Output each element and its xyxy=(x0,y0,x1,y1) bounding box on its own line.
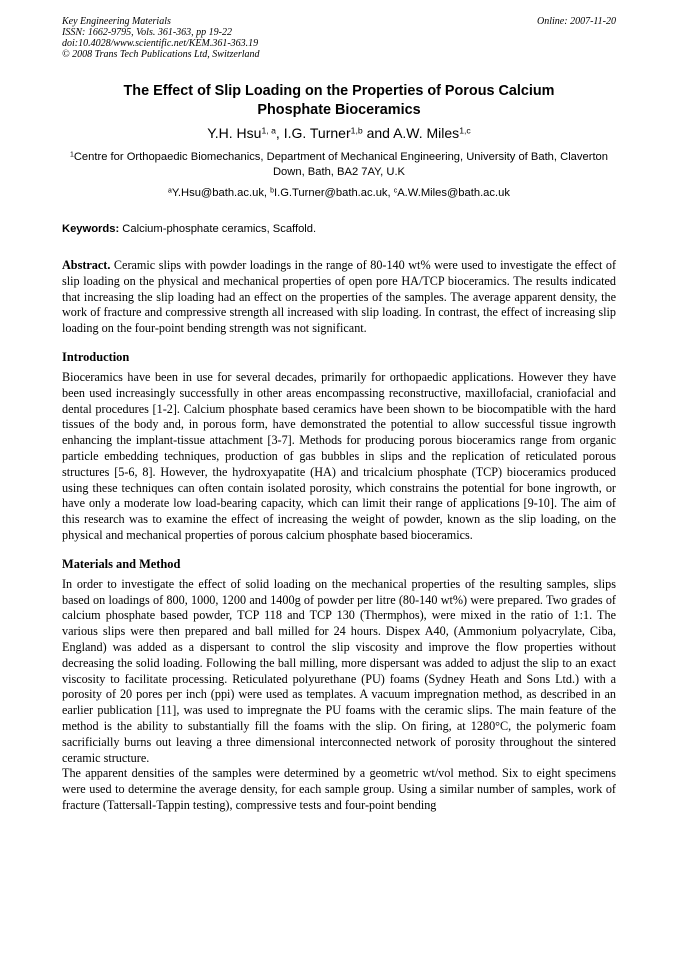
title-line-1: The Effect of Slip Loading on the Properties of Porous Calcium xyxy=(123,83,555,99)
keywords-label: Keywords: xyxy=(62,223,120,235)
journal-name: Key Engineering Materials xyxy=(62,16,171,27)
email-link[interactable]: I.G.Turner@bath.ac.uk, xyxy=(273,187,394,199)
online-date: Online: 2007-11-20 xyxy=(537,16,616,27)
abstract-text: Ceramic slips with powder loadings in the range of 80-140 wt% were used to investigate the effect of slip loading on the physical and mechanical properties of open pore HA/TCP bioceramics. The results indicated that increasing the slip loading had an effect on the properties of the samples. The average apparent density, the work of fracture and compressive strength all increased with slip loading. In contrast, the effect of increasing slip loading on the four-point bending strength was not significant. xyxy=(62,258,616,336)
title-line-2: Phosphate Bioceramics xyxy=(257,102,421,118)
author-emails xyxy=(62,186,616,201)
abstract-label: Abstract. xyxy=(62,258,111,272)
author-affiliation-mark: 1, a xyxy=(261,125,276,136)
materials-paragraph-2: The apparent densities of the samples were determined by a geometric wt/vol method. Six to eight specimens were used to determine the average density, for each sample group. Using a similar number of samples, work of fracture (Tattersall-Tappin testing), compressive tests and four-point bending xyxy=(62,766,616,812)
paper-body xyxy=(62,258,616,814)
introduction-paragraph: Bioceramics have been in use for several decades, primarily for orthopaedic applications. However they have been used increasingly successfully in other areas encompassing reconstructive, maxillofacial, craniofacial and dental procedures [1-2]. Calcium phosphate based ceramics have been shown to be biocompatible with the hard tissues of the body and, in porous form, have demonstrated the potential to allow successful tissue ingrowth enhancing the implant-tissue attachment [3-7]. Methods for producing porous bioceramics range from organic particle embedding techniques, production of gas bubbles in slips and the replication of reticulated porous structures [5-6, 8]. However, the hydroxyapatite (HA) and tricalcium phosphate (TCP) bioceramics produced using these techniques can often contain isolated porosity, which constrains the potential for bone ingrowth, or have only a moderate low load-bearing capacity, which can limit their range of applications [9-10]. The aim of this research was to examine the effect of increasing the weight of powder, known as the slip loading, on the physical and mechanical properties of porous calcium phosphate based bioceramics. xyxy=(62,369,616,542)
paper-title xyxy=(62,82,616,120)
keywords-text: Calcium-phosphate ceramics, Scaffold. xyxy=(119,223,317,235)
author-name: A.W. Miles xyxy=(393,125,460,141)
author-list xyxy=(62,123,616,143)
email-link[interactable]: A.W.Miles@bath.ac.uk xyxy=(397,187,510,199)
affiliation-mark: 1 xyxy=(69,151,74,159)
email-mark: b xyxy=(270,187,274,195)
running-header xyxy=(62,16,616,60)
author-name: Y.H. Hsu xyxy=(207,125,262,141)
copyright-line: © 2008 Trans Tech Publications Ltd, Switzerland xyxy=(62,49,260,60)
abstract xyxy=(62,258,616,337)
author-separator: and xyxy=(362,125,394,141)
affiliation-text: Centre for Orthopaedic Biomechanics, Department of Mechanical Engineering, University of Bath, Claverton Down, Bath, BA2 7AY, U.K xyxy=(73,151,608,178)
materials-heading: Materials and Method xyxy=(62,556,181,571)
doi-line[interactable]: doi:10.4028/www.scientific.net/KEM.361-363.19 xyxy=(62,38,259,49)
author-name: I.G. Turner xyxy=(283,125,351,141)
introduction-heading: Introduction xyxy=(62,349,130,364)
keywords xyxy=(62,222,616,237)
affiliation xyxy=(62,150,616,180)
materials-paragraph-1: In order to investigate the effect of solid loading on the mechanical properties of the resulting samples, slips based on loadings of 800, 1000, 1200 and 1400g of powder per litre (80-140 wt%) were prepared. Two grades of calcium phosphate based powder, TCP 118 and TCP 130 (Thermphos), were mixed in the ratio of 1:1. The various slips were then prepared and ball milled for 24 hours. Dispex A40, (Ammonium polyacrylate, Ciba, England) was added as a dispersant to control the slip viscosity and improve the flow properties without decreasing the solid loading. Following the ball milling, more dispersant was added to adjust the slip to an exact viscosity to facilitate processing. Reticulated polyurethane (PU) foams (Sydney Heath and Sons Ltd.) with a porosity of 20 pores per inch (ppi) were used as templates. A vacuum impregnation method, as described in an earlier publication [11], was used to impregnate the PU foams with the ceramic slips. The main feature of the method is the ability to substantially fill the foams with the slip. On firing, at 1280°C, the polymeric foam sacrificially burns out leaving a three dimensional interconnected network of porosity throughout the sintered ceramic structure. xyxy=(62,576,616,765)
email-mark: c xyxy=(393,187,398,195)
author-affiliation-mark: 1,b xyxy=(350,125,363,136)
publication-info xyxy=(62,16,616,60)
author-separator: , xyxy=(275,125,284,141)
author-affiliation-mark: 1,c xyxy=(459,125,471,136)
email-mark: a xyxy=(168,187,172,195)
issn-line: ISSN: 1662-9795, Vols. 361-363, pp 19-22 xyxy=(62,27,232,38)
email-link[interactable]: Y.Hsu@bath.ac.uk, xyxy=(171,187,271,199)
